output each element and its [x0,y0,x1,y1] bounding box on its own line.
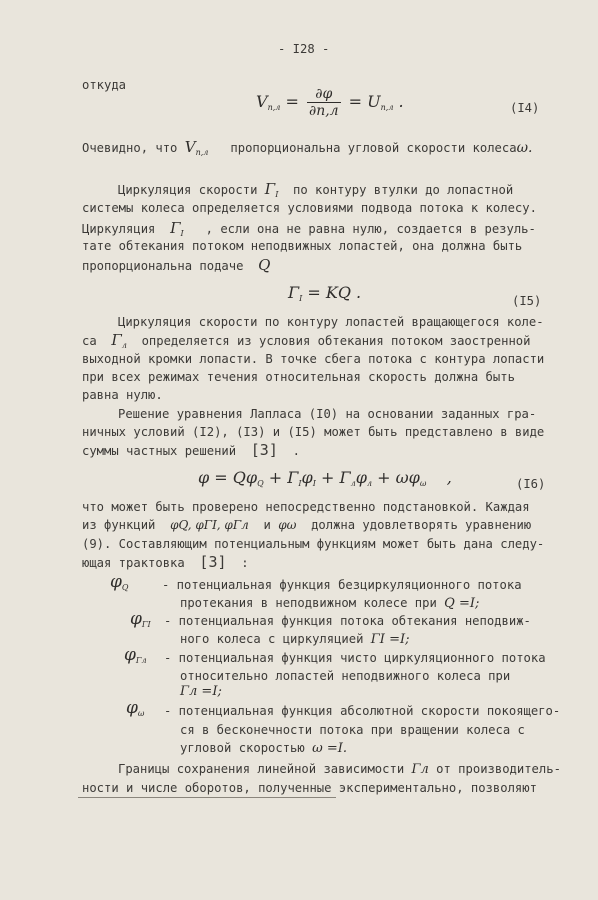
text-line: ся в бесконечности потока при вращении колеса с [180,723,525,737]
equation-16: $\varphi = Q\varphi_Q + \Gamma_I\varphi_I + \Gamma_л\varphi_л + \omega\varphi_\omega$ , [198,468,452,488]
definition-symbol: $\varphi_\omega$ [126,698,145,718]
citation: [3] [199,553,227,571]
text-line: откуда [82,78,127,92]
text-line: (9). Составляющим потенциальным функциям может быть дана следу- [82,537,545,551]
text-line: - потенциальная функция чисто циркуляционного потока [164,651,546,665]
text-line: пропорциональна подаче Q [82,256,271,274]
text-line: суммы частных решений [3] . [82,441,300,459]
definition-symbol: $\varphi_Q$ [110,572,129,592]
text-line: - потенциальная функция безциркуляционного потока [162,578,522,592]
formula-inline: $V_{п,л}$ [184,138,209,157]
equation-number: (I5) [512,294,542,308]
text-line: протекания в неподвижном колесе при Q =I; [180,596,480,611]
text-line: ности и числе оборотов, полученные экспериментально, позволяют [82,781,537,795]
text-line: ющая трактовка [3] : [82,553,249,571]
text-line: тате обтекания потоком неподвижных лопастей, она должна быть [82,239,523,253]
equation-number: (I6) [516,477,546,491]
text-line: Циркуляция скорости по контуру лопастей вращающегося коле- [118,315,544,329]
text-line: Циркуляция скорости $\Gamma_I$ по контуру втулки до лопастной [118,180,514,199]
text-line: выходной кромки лопасти. В точке сбега потока с контура лопасти [82,352,545,366]
text-line: ного колеса с циркуляцией ΓI =I; [180,632,410,647]
text-line: системы колеса определяется условиями подвода потока к колесу. [82,201,537,215]
text-line: - потенциальная функция абсолютной скорости покоящего- [164,704,561,718]
definition-symbol: $\varphi_{\Gamma I}$ [130,609,151,629]
text-line: что может быть проверено непосредственно подстановкой. Каждая [82,500,530,514]
text-line: - потенциальная функция потока обтекания неподвиж- [164,614,531,628]
equation-number: (I4) [510,101,540,115]
formula-inline: Γл =I; [180,684,222,699]
text-line: из функций φQ, φΓI, φΓл и φω должна удовлетворять уравнению [82,518,532,532]
footnote-divider [78,797,336,798]
text-line: относительно лопастей неподвижного колеса при [180,669,511,683]
text-line: Решение уравнения Лапласа (I0) на основании заданных гра- [118,407,537,421]
text-line: Циркуляция $\Gamma_I$ , если она не равна нулю, создается в резуль- [82,219,536,238]
text-line: са $\Gamma_л$ определяется из условия обтекания потоком заостренной [82,331,531,350]
definition-symbol: $\varphi_{\Gamma л}$ [124,645,147,665]
text-line: угловой скоростью ω =I. [180,741,347,756]
equation-14: $V_{п,л}$ = $\frac{\partial\varphi}{\partial n,л}$ = $U_{п,л}$ . [256,86,404,119]
text-line: Границы сохранения линейной зависимости Γл от производитель- [118,762,561,777]
text-line: Очевидно, что $V_{п,л}$ пропорциональна угловой скорости колесаω. [82,138,533,157]
equation-15: $\Gamma_I$ = KQ . [288,283,362,303]
page-number: - I28 - [278,42,330,56]
text-line: при всех режимах течения относительная скорость должна быть [82,370,515,384]
text-line: равна нулю. [82,388,163,402]
text-line: ничных условий (I2), (I3) и (I5) может быть представлено в виде [82,425,545,439]
citation: [3] [250,441,278,459]
